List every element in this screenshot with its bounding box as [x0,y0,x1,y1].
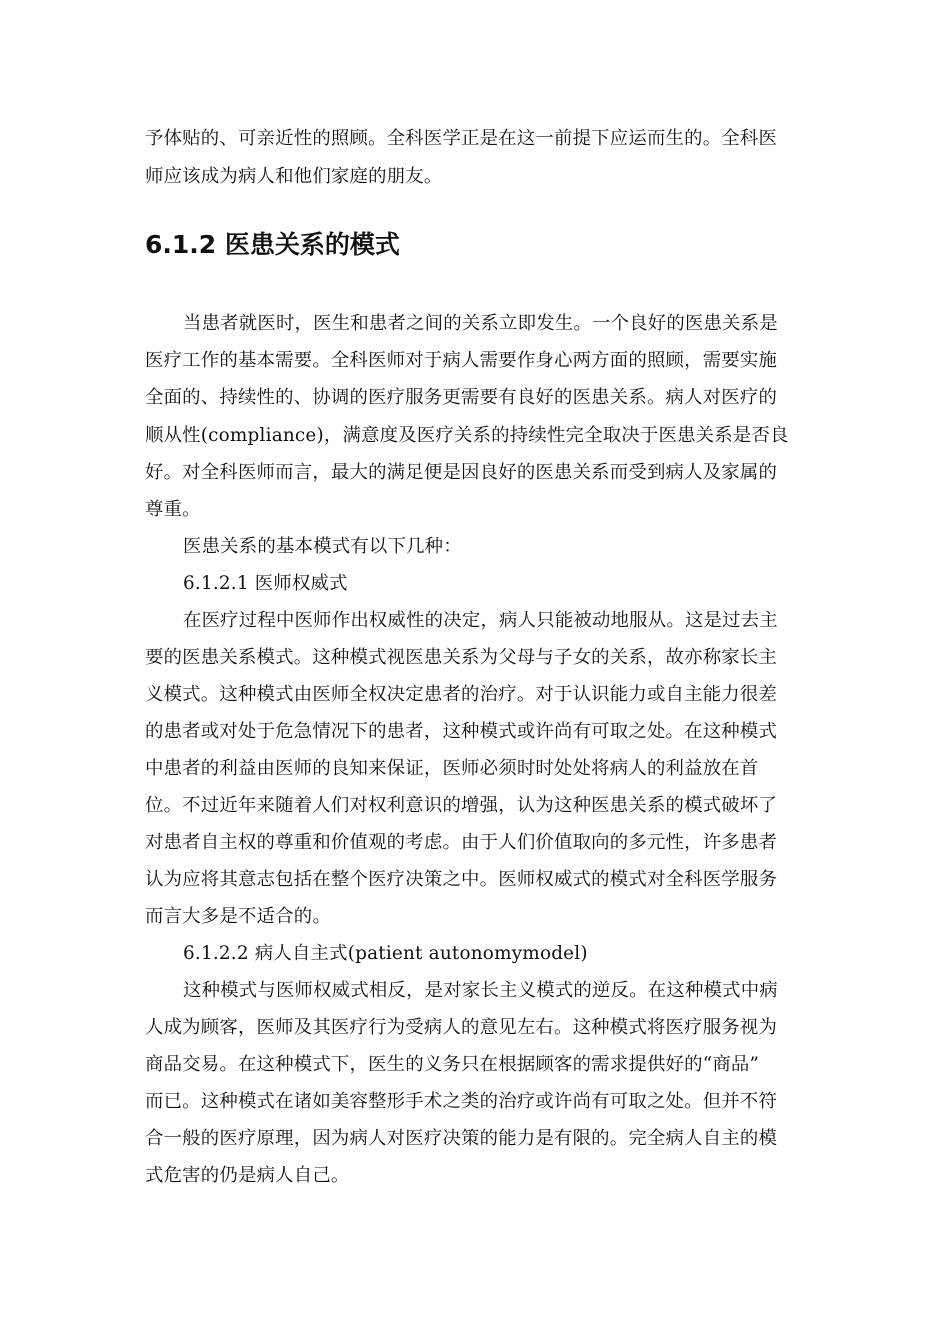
subsection-heading: 6.1.2.2 病人自主式(patient autonomymodel) [183,943,588,964]
paragraph-line: 式危害的仍是病人自己。 [145,1165,350,1186]
paragraph-line: 义模式。这种模式由医师全权决定患者的治疗。对于认识能力或自主能力很差 [145,684,778,705]
paragraph-line: 人成为顾客，医师及其医疗行为受病人的意见左右。这种模式将医疗服务视为 [145,1017,778,1038]
paragraph-line: 对患者自主权的尊重和价值观的考虑。由于人们价值取向的多元性，许多患者 [145,832,778,853]
paragraph-line: 全面的、持续性的、协调的医疗服务更需要有良好的医患关系。病人对医疗的 [145,387,778,408]
paragraph-line: 商品交易。在这种模式下，医生的义务只在根据顾客的需求提供好的“商品” [145,1054,760,1075]
paragraph-line: 医疗工作的基本需要。全科医师对于病人需要作身心两方面的照顾，需要实施 [145,350,778,371]
section-heading: 6.1.2 医患关系的模式 [145,230,400,259]
intro-line: 师应该成为病人和他们家庭的朋友。 [145,166,443,187]
paragraph-line: 认为应将其意志包括在整个医疗决策之中。医师权威式的模式对全科医学服务 [145,869,778,890]
paragraph-line: 中患者的利益由医师的良知来保证，医师必须时时处处将病人的利益放在首 [145,758,759,779]
paragraph-line: 位。不过近年来随着人们对权利意识的增强，认为这种医患关系的模式破坏了 [145,795,778,816]
paragraph-line: 这种模式与医师权威式相反，是对家长主义模式的逆反。在这种模式中病 [183,980,778,1001]
paragraph-line: 尊重。 [145,499,201,520]
subsection-heading: 6.1.2.1 医师权威式 [183,573,348,594]
paragraph-line: 在医疗过程中医师作出权威性的决定，病人只能被动地服从。这是过去主 [183,610,778,631]
paragraph-line: 医患关系的基本模式有以下几种： [183,536,462,557]
paragraph-line: 而言大多是不适合的。 [145,906,331,927]
paragraph-line: 而已。这种模式在诸如美容整形手术之类的治疗或许尚有可取之处。但并不符 [145,1091,778,1112]
paragraph-line: 要的医患关系模式。这种模式视医患关系为父母与子女的关系，故亦称家长主 [145,647,778,668]
paragraph-line: 的患者或对处于危急情况下的患者，这种模式或许尚有可取之处。在这种模式 [145,721,778,742]
paragraph-line: 当患者就医时，医生和患者之间的关系立即发生。一个良好的医患关系是 [183,313,778,334]
paragraph-line: 好。对全科医师而言，最大的满足便是因良好的医患关系而受到病人及家属的 [145,462,778,483]
intro-line: 予体贴的、可亲近性的照顾。全科医学正是在这一前提下应运而生的。全科医 [145,128,778,149]
paragraph-line: 顺从性(compliance)，满意度及医疗关系的持续性完全取决于医患关系是否良 [145,425,789,446]
paragraph-line: 合一般的医疗原理，因为病人对医疗决策的能力是有限的。完全病人自主的模 [145,1128,778,1149]
